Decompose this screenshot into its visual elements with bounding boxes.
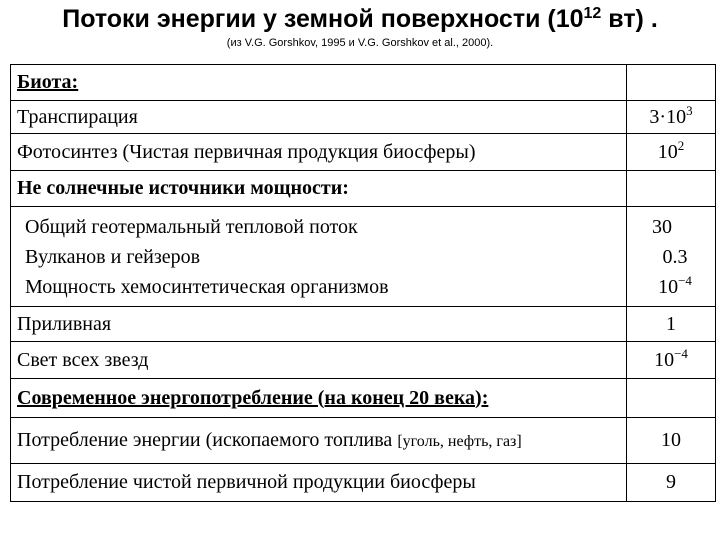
- nonsolar-group-labels: [11, 207, 627, 307]
- table-row-modern-heading: [11, 379, 716, 418]
- chemosynthesis-value-base: 10: [658, 275, 679, 298]
- npp-consumption-value: 9: [627, 464, 716, 502]
- nonsolar-group-values: [627, 207, 716, 307]
- photosynthesis-value-base: 10: [657, 140, 678, 163]
- transpiration-label: Транспирация: [11, 101, 627, 134]
- table-row-biota-heading: [11, 65, 716, 101]
- energy-consumption-label: [11, 418, 627, 464]
- energy-flow-table: [10, 64, 716, 502]
- energy-consumption-note: [уголь, нефть, газ]: [397, 433, 522, 450]
- tidal-label: Приливная: [11, 307, 627, 342]
- starlight-value: [627, 342, 716, 379]
- volcanoes-label: Вулканов и гейзеров: [25, 245, 201, 268]
- transpiration-value-exponent: 3: [686, 102, 693, 118]
- transpiration-value: [627, 101, 716, 134]
- nonsolar-heading: Не солнечные источники мощности:: [11, 171, 627, 207]
- photosynthesis-value: [627, 134, 716, 171]
- table-row-starlight: [11, 342, 716, 379]
- biota-heading-value: [627, 65, 716, 101]
- chemosynthesis-value-exponent: −4: [678, 272, 692, 288]
- geothermal-value: 30: [652, 215, 672, 238]
- photosynthesis-label: Фотосинтез (Чистая первичная продукция биосферы): [11, 134, 627, 171]
- modern-heading-value: [627, 379, 716, 418]
- tidal-value: 1: [627, 307, 716, 342]
- volcanoes-value: 0.3: [662, 245, 688, 268]
- table-row-nonsolar-heading: [11, 171, 716, 207]
- table-row-tidal: [11, 307, 716, 342]
- energy-consumption-label-text: Потребление энергии (ископаемого топлива: [17, 429, 398, 451]
- photosynthesis-value-exponent: 2: [677, 137, 685, 153]
- npp-consumption-label: Потребление чистой первичной продукции биосферы: [11, 464, 627, 502]
- table-row-energy-consumption: [11, 418, 716, 464]
- starlight-value-exponent: −4: [674, 345, 688, 361]
- starlight-value-base: 10: [654, 348, 675, 371]
- transpiration-value-base: 3·10: [649, 105, 687, 128]
- starlight-label: Свет всех звезд: [11, 342, 627, 379]
- biota-heading: Биота:: [11, 65, 627, 101]
- table-row-transpiration: [11, 101, 716, 134]
- source-citation: (из V.G. Gorshkov, 1995 и V.G. Gorshkov et al., 2000).: [226, 37, 494, 49]
- title-text: Потоки энергии у земной поверхности (10: [62, 5, 584, 33]
- geothermal-label: Общий геотермальный тепловой поток: [25, 215, 358, 238]
- chemosynthesis-label: Мощность хемосинтетическая организмов: [25, 275, 389, 298]
- table-row-npp-consumption: [11, 464, 716, 502]
- chemosynthesis-value: [633, 272, 709, 302]
- energy-consumption-value: 10: [627, 418, 716, 464]
- nonsolar-heading-value: [627, 171, 716, 207]
- title-suffix: вт) .: [601, 5, 658, 33]
- modern-heading: Современное энергопотребление (на конец 20 века):: [11, 379, 627, 418]
- title-exponent: 12: [583, 5, 602, 22]
- table-row-nonsolar-group: [11, 207, 716, 307]
- page-title: [0, 4, 720, 34]
- table-row-photosynthesis: [11, 134, 716, 171]
